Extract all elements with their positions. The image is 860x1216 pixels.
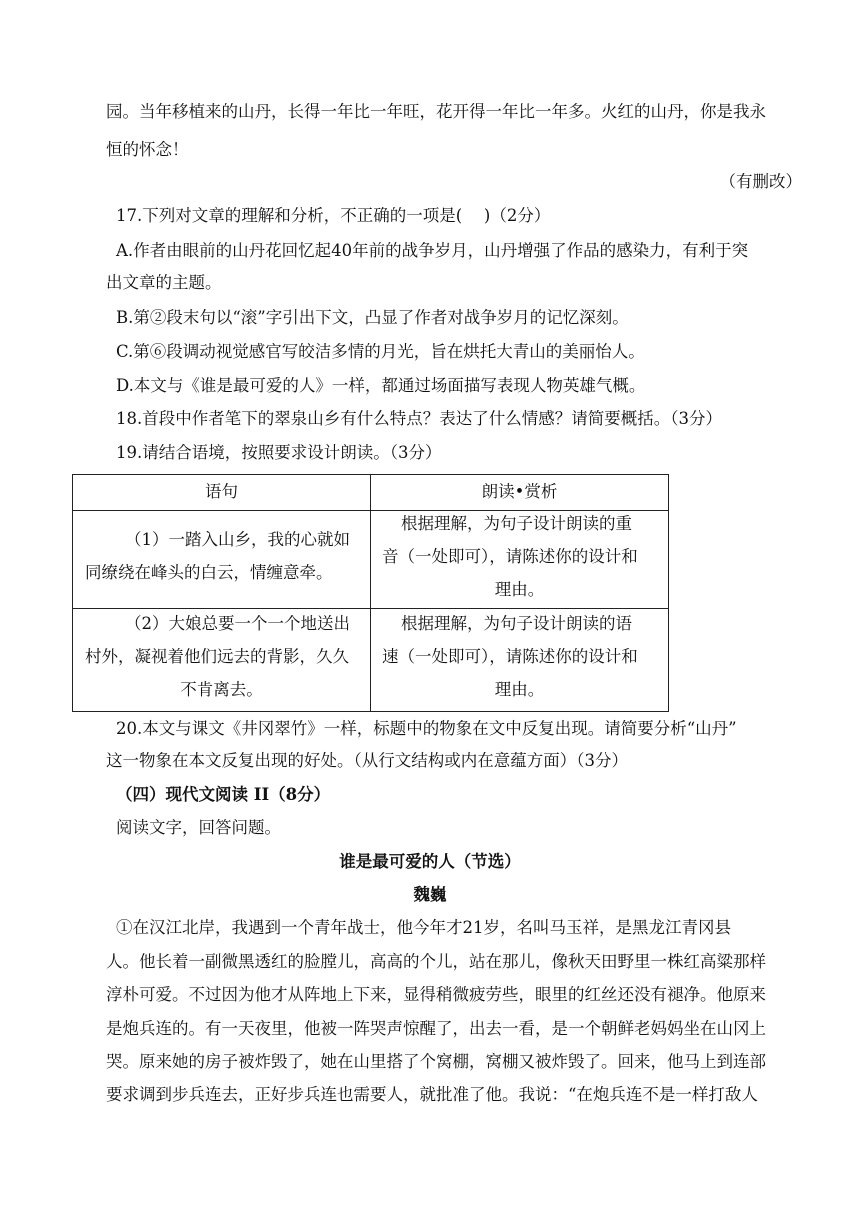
table-cell-text: 不肯离去。 <box>180 680 263 699</box>
question-18: 18.首段中作者笔下的翠泉山乡有什么特点？表达了什么情感？请简要概括。（3分） <box>116 409 722 428</box>
article-author: 魏巍 <box>413 885 447 904</box>
table-cell-text: 理由。 <box>494 680 545 699</box>
reading-instruction: 阅读文字，回答问题。 <box>116 818 281 837</box>
table-cell-text: 理由。 <box>494 580 545 599</box>
option-d: D.本文与《谁是最可爱的人》一样，都通过场面描写表现人物英雄气概。 <box>116 376 646 395</box>
table-header-reading: 朗读•赏析 <box>481 482 558 501</box>
passage-line: 恒的怀念！ <box>106 140 189 159</box>
passage-line: 园。当年移植来的山丹，长得一年比一年旺，花开得一年比一年多。火红的山丹，你是我永 <box>106 102 766 121</box>
section-heading: （四）现代文阅读 II（8分） <box>116 785 331 804</box>
table-header-sentence: 语句 <box>205 482 238 501</box>
question-17-stem: 17.下列对文章的理解和分析，不正确的一项是( )（2分） <box>116 206 551 225</box>
table-cell-text: 音（一处即可），请陈述你的设计和 <box>382 547 638 566</box>
question-20-line: 20.本文与课文《井冈翠竹》一样，标题中的物象在文中反复出现。请简要分析“山丹” <box>116 719 737 738</box>
paragraph-line: ①在汉江北岸，我遇到一个青年战士，他今年才21岁，名叫马玉祥，是黑龙江青冈县 <box>116 918 731 937</box>
option-a-line: A.作者由眼前的山丹花回忆起40年前的战争岁月，山丹增强了作品的感染力，有利于突 <box>116 241 749 260</box>
table-cell-text: 速（一处即可），请陈述你的设计和 <box>382 647 638 666</box>
paragraph-line: 哭。原来她的房子被炸毁了，她在山里搭了个窝棚，窝棚又被炸毁了。回来，他马上到连部 <box>106 1052 766 1071</box>
question-19-stem: 19.请结合语境，按照要求设计朗读。（3分） <box>116 443 442 462</box>
option-c: C.第⑥段调动视觉感官写皎洁多情的月光，旨在烘托大青山的美丽怡人。 <box>116 342 645 361</box>
table-cell-text: 村外，凝视着他们远去的背影，久久 <box>85 647 349 666</box>
reading-design-table <box>72 474 669 712</box>
paragraph-line: 要求调到步兵连去，正好步兵连也需要人，就批准了他。我说：“在炮兵连不是一样打敌人 <box>106 1085 758 1104</box>
option-a-line: 出文章的主题。 <box>106 273 222 292</box>
table-cell-text: （2）大娘总要一个一个地送出 <box>125 614 350 633</box>
article-title: 谁是最可爱的人（节选） <box>339 852 521 871</box>
question-20-line: 这一物象在本文反复出现的好处。（从行文结构或内在意蕴方面）（3分） <box>106 751 628 770</box>
paragraph-line: 人。他长着一副微黑透红的脸膛儿，高高的个儿，站在那儿，像秋天田野里一株红高粱那样 <box>106 952 766 971</box>
edit-note: （有删改） <box>719 172 802 191</box>
table-cell-text: 根据理解，为句子设计朗读的语 <box>401 614 632 633</box>
option-b: B.第②段末句以“滚”字引出下文，凸显了作者对战争岁月的记忆深刻。 <box>116 308 629 327</box>
paragraph-line: 是炮兵连的。有一天夜里，他被一阵哭声惊醒了，出去一看，是一个朝鲜老妈妈坐在山冈上 <box>106 1019 766 1038</box>
paragraph-line: 淳朴可爱。不过因为他才从阵地上下来，显得稍微疲劳些，眼里的红丝还没有褪净。他原来 <box>106 985 766 1004</box>
table-cell-text: （1）一踏入山乡，我的心就如 <box>125 530 350 549</box>
table-cell-text: 同缭绕在峰头的白云，情缠意牵。 <box>85 563 333 582</box>
table-cell-text: 根据理解，为句子设计朗读的重 <box>401 514 632 533</box>
